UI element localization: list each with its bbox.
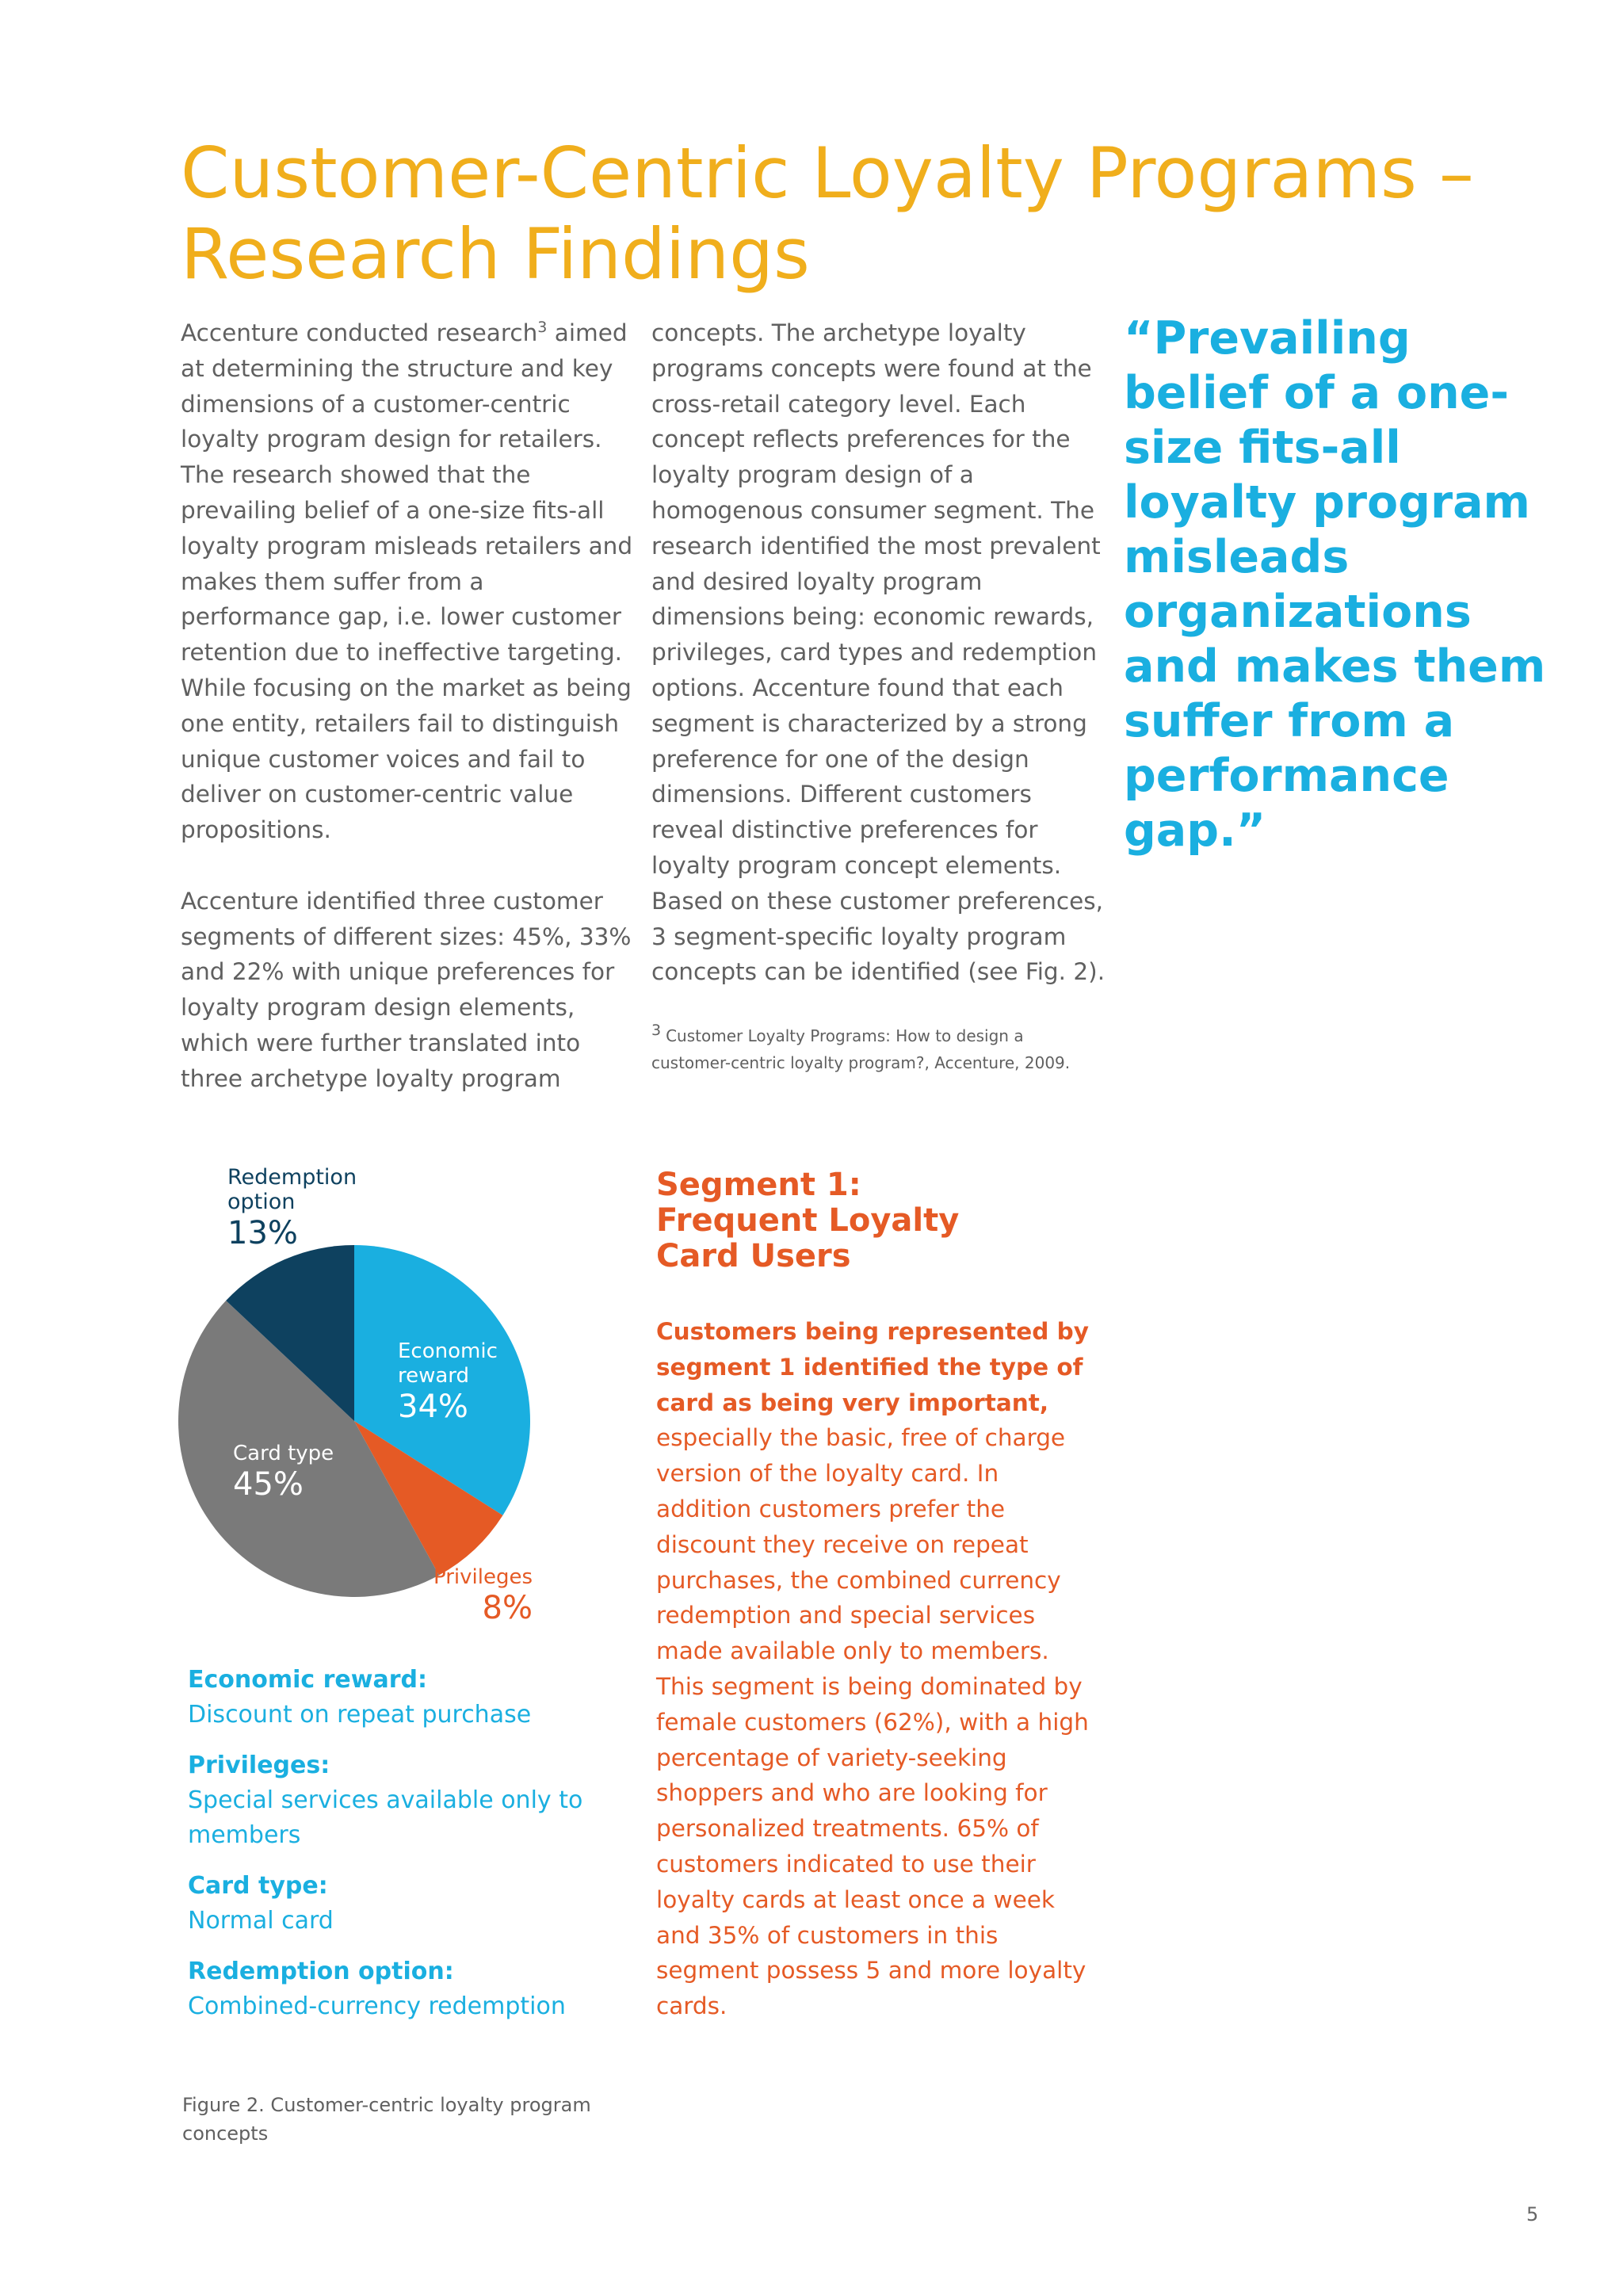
pie-slices bbox=[178, 1245, 530, 1597]
body-paragraph: concepts. The archetype loyalty programs concepts were found at the cross-retail category level. Each concept reflects preferences for the loyalty program design of a homogenous consumer segment. The research identified the most prevalent and desired loyalty program dimensions being: economic rewards, privileges, card types and redemption options. Accenture found that each segment is characterized by a strong preference for one of the design dimensions. Different customers reveal distinctive preferences for loyalty program concept elements. Based on these customer preferences, 3 segment-specific loyalty program concepts can be identified (see Fig. 2). bbox=[651, 319, 1106, 986]
page-title bbox=[181, 133, 1544, 295]
legend-desc: Combined-currency redemption bbox=[188, 1992, 566, 2020]
segment-title-line: Segment 1: bbox=[656, 1167, 861, 1203]
pie-slice-value: 8% bbox=[482, 1590, 533, 1626]
legend-desc: Discount on repeat purchase bbox=[188, 1701, 532, 1729]
page-title-line-1: Customer-Centric Loyalty Programs – bbox=[181, 132, 1474, 214]
segment-title bbox=[656, 1167, 1100, 1274]
pie-slice-label: Redemption bbox=[227, 1165, 357, 1190]
legend-name: Economic reward: bbox=[188, 1666, 427, 1694]
legend-item bbox=[188, 1663, 600, 1733]
body-column-1 bbox=[181, 315, 640, 1097]
footnote bbox=[651, 1022, 1095, 1076]
pie-label-group bbox=[227, 1165, 357, 1251]
pie-slice-label: option bbox=[227, 1190, 296, 1214]
footnote-text: Customer Loyalty Programs: How to design a customer-centric loyalty program?, Accenture, 2009. bbox=[651, 1026, 1071, 1072]
pie-label-group bbox=[433, 1565, 533, 1626]
pie-chart bbox=[158, 1157, 602, 1633]
pull-quote: “Prevailing belief of a one-size fits-all loyalty program misleads organizations and makes them suffer from a performance gap.” bbox=[1124, 312, 1546, 857]
segment-lead-text: Customers being represented by segment 1 identified the type of card as being very important, bbox=[656, 1318, 1089, 1416]
legend-desc: Special services available only to members bbox=[188, 1786, 583, 1849]
legend-desc: Normal card bbox=[188, 1907, 334, 1935]
body-paragraph: Accenture identified three customer segments of different sizes: 45%, 33% and 22% with unique preferences for loyalty program design elements, which were further translated into three archetype loyalty program bbox=[181, 887, 632, 1092]
segment-title-line: Frequent Loyalty bbox=[656, 1202, 960, 1239]
footnote-number: 3 bbox=[651, 1022, 662, 1039]
pie-slice-label: Privileges bbox=[433, 1565, 533, 1589]
legend-name: Redemption option: bbox=[188, 1958, 454, 1985]
body-paragraph bbox=[181, 315, 640, 848]
page-number: 5 bbox=[1526, 2203, 1539, 2225]
pie-slice-value: 45% bbox=[233, 1466, 304, 1503]
pie-slice-label: reward bbox=[398, 1364, 470, 1388]
figure-caption: Figure 2. Customer-centric loyalty program concepts bbox=[182, 2094, 591, 2145]
page-title-line-2: Research Findings bbox=[181, 213, 810, 295]
legend-name: Card type: bbox=[188, 1872, 328, 1900]
body-column-2 bbox=[651, 315, 1111, 990]
legend-item bbox=[188, 1748, 600, 1853]
pie-slice-value: 34% bbox=[398, 1389, 468, 1425]
legend-item bbox=[188, 1954, 600, 2024]
chart-legend bbox=[188, 1663, 600, 2040]
footnote-ref: 3 bbox=[537, 319, 548, 336]
body-text: Accenture conducted research bbox=[181, 319, 538, 346]
legend-name: Privileges: bbox=[188, 1752, 330, 1779]
segment-description bbox=[656, 1314, 1100, 2024]
pie-slice-label: Economic bbox=[398, 1339, 498, 1363]
body-text: aimed at determining the structure and key dimensions of a customer-centric loyalty program design for retailers. The research showed that the prevailing belief of a one-size fits-all loyalty program misleads retailers and makes them suffer from a performance gap, i.e. lower customer retention due to ineffective targeting. While focusing on the market as being one entity, retailers fail to distinguish unique customer voices and fail to deliver on customer-centric value propositions. bbox=[181, 319, 633, 844]
segment-title-line: Card Users bbox=[656, 1238, 851, 1274]
legend-item bbox=[188, 1869, 600, 1939]
pie-slice-value: 13% bbox=[227, 1215, 298, 1251]
pie-slice-label: Card type bbox=[233, 1442, 334, 1465]
segment-body-text: especially the basic, free of charge version of the loyalty card. In addition customers prefer the discount they receive on repeat purchases, the combined currency redemption and special services made available only to members. This segment is being dominated by female customers (62%), with a high percentage of variety-seeking shoppers and who are looking for personalized treatments. 65% of customers indicated to use their loyalty cards at least once a week and 35% of customers in this segment possess 5 and more loyalty cards. bbox=[656, 1424, 1089, 2020]
